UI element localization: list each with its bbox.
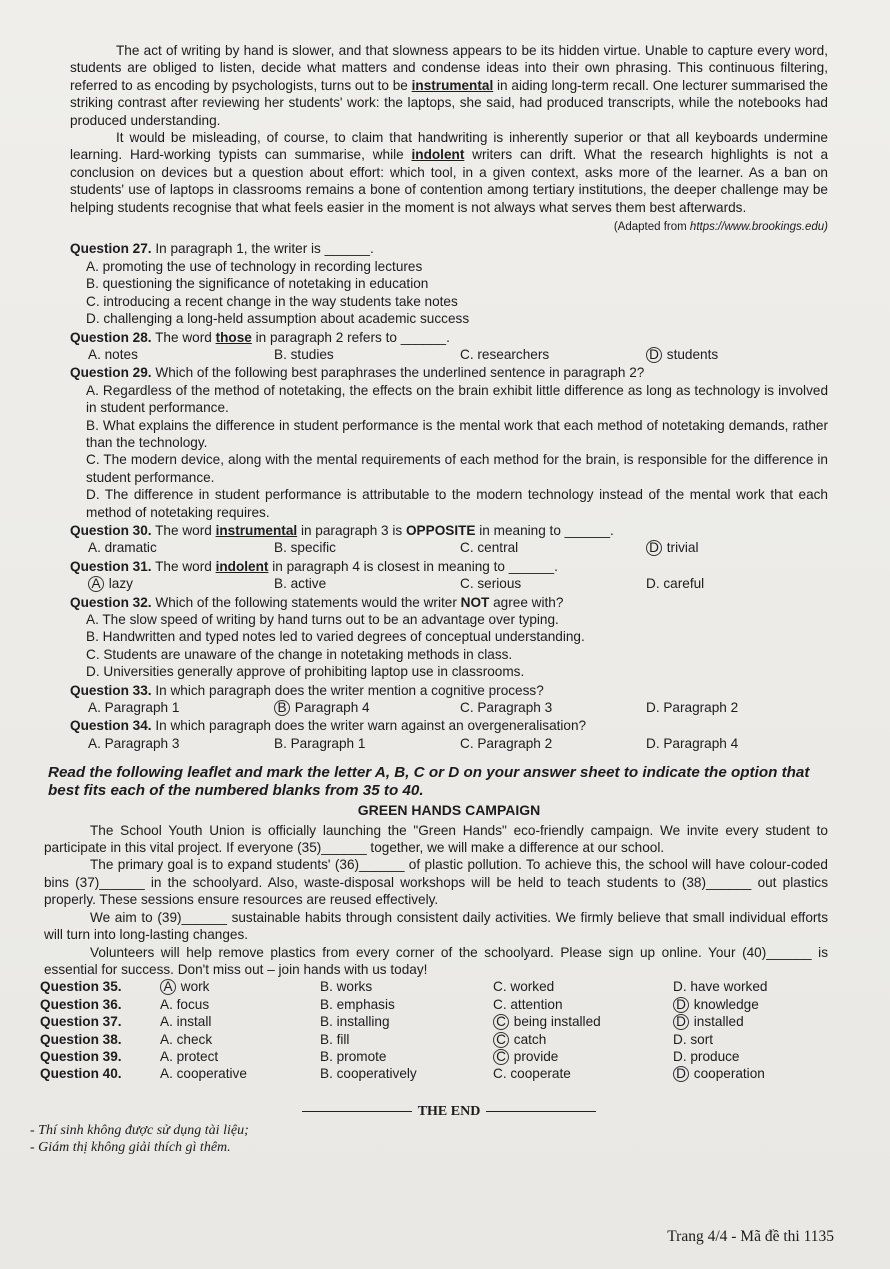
exam-notes <box>30 1122 828 1156</box>
underlined-word: instrumental <box>411 77 494 93</box>
question-stem: In which paragraph does the writer mention a cognitive process? <box>155 682 544 698</box>
question-stem: The word <box>155 558 212 574</box>
answer-row-39 <box>40 1048 828 1065</box>
option-c[interactable] <box>493 1031 673 1048</box>
emphasis-word: NOT <box>460 594 490 610</box>
option-c[interactable]: C. cooperate <box>493 1066 571 1082</box>
divider <box>486 1111 596 1112</box>
question-27 <box>70 240 828 327</box>
note-line: - Giám thị không giải thích gì thêm. <box>30 1140 231 1156</box>
option-a[interactable]: A. protect <box>160 1048 219 1064</box>
option-c[interactable]: C. Paragraph 2 <box>460 735 553 751</box>
option-b[interactable]: B. questioning the significance of notetaking in education <box>86 276 429 292</box>
question-label: Question 33. <box>70 682 152 698</box>
option-c[interactable]: C. researchers <box>460 346 550 362</box>
option-a[interactable]: A. install <box>160 1014 212 1030</box>
underlined-word: indolent <box>215 558 269 574</box>
question-stem: in paragraph 2 refers to ______. <box>255 329 450 345</box>
answer-circle: A <box>160 979 176 995</box>
the-end-text: THE END <box>417 1103 481 1119</box>
answer-grid <box>40 978 828 1082</box>
answer-circle: D <box>673 1066 689 1082</box>
option-text: being installed <box>513 1014 601 1030</box>
passage-text: The act of writing by hand is slower, and that slowness appears to be its hidden virtue. Unable to capture every word, students are obliged to listen, decide what matters and condense ideas into their own phrasing. This continuous filtering, referred to as encoding by psychologists, turns out to be <box>70 43 828 93</box>
leaflet-paragraph-3: We aim to (39)______ sustainable habits through consistent daily activities. We firmly believe that small individual efforts will turn into long-lasting changes. <box>44 909 828 943</box>
option-c[interactable]: C. attention <box>493 996 563 1012</box>
question-label: Question 39. <box>40 1048 122 1064</box>
option-d[interactable]: D. challenging a long-held assumption about academic success <box>86 311 470 327</box>
question-stem: Which of the following best paraphrases the underlined sentence in paragraph 2? <box>155 365 645 381</box>
question-31 <box>70 558 828 593</box>
question-label: Question 31. <box>70 558 152 574</box>
page-footer: Trang 4/4 - Mã đề thi 1135 <box>667 1227 834 1245</box>
option-c[interactable] <box>493 1013 673 1030</box>
option-b[interactable]: B. Handwritten and typed notes led to varied degrees of conceptual understanding. <box>86 629 585 645</box>
answer-row-35 <box>40 978 828 995</box>
option-b[interactable]: B. works <box>320 979 373 995</box>
the-end-marker <box>70 1103 828 1120</box>
option-a[interactable]: A. dramatic <box>88 540 157 556</box>
passage-text: It would be misleading, of course, to claim that handwriting is inherently superior or that all keyboards undermine learning. Hard-working typists can summarise, while <box>70 130 828 163</box>
underlined-word: indolent <box>411 147 465 163</box>
question-stem: agree with? <box>493 594 564 610</box>
leaflet-paragraph-2: The primary goal is to expand students' (36)______ of plastic pollution. To achieve this, the school will have colour-coded bins (37)______ in the schoolyard. Also, waste-disposal workshops will be held to teach students to (38)______ out plastics properly. These sessions ensure resources are reused effectively. <box>44 857 828 908</box>
passage-text: writers can drift. What the research highlights is not a conclusion on devices but a question about effort: which tool, in a given context, asks more of the learner. As a ban on students' use of laptops in classrooms remains a bone of contention among tertiary institutions, the deeper challenge may be helping students recognise that what feels easier in the moment is not always what serves them best afterwards. <box>70 147 829 215</box>
option-d[interactable]: D. produce <box>673 1048 740 1064</box>
question-28 <box>70 329 828 364</box>
question-label: Question 35. <box>40 979 122 995</box>
option-b[interactable]: B. emphasis <box>320 996 395 1012</box>
option-b[interactable]: B. promote <box>320 1048 387 1064</box>
question-label: Question 40. <box>40 1066 122 1082</box>
option-c[interactable]: C. serious <box>460 576 522 592</box>
option-a[interactable] <box>88 575 274 592</box>
question-label: Question 28. <box>70 329 152 345</box>
option-d[interactable]: D. sort <box>673 1031 714 1047</box>
option-c[interactable] <box>493 1048 673 1065</box>
question-stem: in meaning to ______. <box>479 522 614 538</box>
emphasis-word: OPPOSITE <box>405 522 476 538</box>
option-b[interactable]: B. active <box>274 576 327 592</box>
option-text: trivial <box>666 540 699 556</box>
underlined-word: instrumental <box>215 522 298 538</box>
option-d[interactable]: D. Paragraph 2 <box>646 700 739 716</box>
option-d[interactable] <box>673 1065 828 1082</box>
section-instruction: Read the following leaflet and mark the letter A, B, C or D on your answer sheet to indicate the option that best fits each of the numbered blanks from 35 to 40. <box>48 764 810 800</box>
option-text: knowledge <box>693 996 759 1012</box>
question-label: Question 38. <box>40 1031 122 1047</box>
option-d[interactable] <box>646 346 828 363</box>
option-b[interactable]: B. Paragraph 1 <box>274 735 366 751</box>
option-d[interactable] <box>646 539 828 556</box>
option-a[interactable]: A. Paragraph 1 <box>88 700 180 716</box>
option-b[interactable]: B. What explains the difference in student performance is the mental work that each method of notetaking demands, rather than the technology. <box>86 417 828 450</box>
option-a[interactable]: A. promoting the use of technology in recording lectures <box>86 258 423 274</box>
option-text: work <box>180 979 210 995</box>
option-a[interactable] <box>160 978 320 995</box>
option-a[interactable]: A. cooperative <box>160 1066 247 1082</box>
option-text: provide <box>513 1048 559 1064</box>
question-label: Question 32. <box>70 594 152 610</box>
answer-circle: A <box>88 576 104 592</box>
option-c[interactable]: C. Paragraph 3 <box>460 700 553 716</box>
question-stem: In paragraph 1, the writer is ______. <box>155 241 374 257</box>
question-stem: Which of the following statements would the writer <box>155 594 457 610</box>
divider <box>302 1111 412 1112</box>
source-prefix: (Adapted from <box>613 221 687 234</box>
question-33 <box>70 682 828 717</box>
option-c[interactable]: C. Students are unaware of the change in notetaking methods in class. <box>86 646 513 662</box>
option-text: cooperation <box>693 1066 765 1082</box>
option-d[interactable]: D. Paragraph 4 <box>646 735 739 751</box>
passage-text: in aiding long-term recall. One lecturer summarised the striking contrast after reviewing her students' work: the laptops, she said, had produced transcripts, while the notebooks had produced understanding. <box>70 77 828 128</box>
option-c[interactable]: C. worked <box>493 979 555 995</box>
option-text: students <box>666 346 719 362</box>
question-stem: in paragraph 3 is <box>300 522 403 538</box>
leaflet-paragraph-1: The School Youth Union is officially launching the "Green Hands" eco-friendly campaign. We invite every student to participate in this vital project. If everyone (35)______ together, we will make a difference at our school. <box>44 822 828 856</box>
leaflet-title: GREEN HANDS CAMPAIGN <box>357 802 541 819</box>
question-label: Question 27. <box>70 241 152 257</box>
question-label: Question 30. <box>70 522 152 538</box>
option-d[interactable] <box>673 1013 828 1030</box>
passage-paragraph-1 <box>70 42 828 129</box>
answer-circle: C <box>493 1014 509 1030</box>
option-a[interactable]: A. Paragraph 3 <box>88 735 180 751</box>
option-b[interactable]: B. studies <box>274 346 334 362</box>
answer-circle: D <box>673 1014 689 1030</box>
answer-row-37 <box>40 1013 828 1030</box>
note-line: - Thí sinh không được sử dụng tài liệu; <box>30 1123 249 1139</box>
answer-circle: D <box>673 997 689 1013</box>
option-text: catch <box>513 1031 547 1047</box>
question-label: Question 34. <box>70 718 152 734</box>
answer-row-40 <box>40 1065 828 1082</box>
option-text: lazy <box>108 576 133 592</box>
option-d[interactable] <box>673 996 828 1013</box>
leaflet-paragraph-4: Volunteers will help remove plastics from every corner of the schoolyard. Please sign up online. Your (40)______ is essential for success. Don't miss out – join hands with us today! <box>44 944 828 977</box>
underlined-word: those <box>215 329 252 345</box>
option-c[interactable]: C. central <box>460 540 519 556</box>
leaflet-body <box>44 822 828 979</box>
source-url: https://www.brookings.edu) <box>689 221 828 234</box>
option-c[interactable]: C. The modern device, along with the mental requirements of each method for the brain, is responsible for the difference in student performance. <box>86 452 828 485</box>
option-b[interactable]: B. fill <box>320 1031 350 1047</box>
answer-circle: C <box>493 1032 509 1048</box>
answer-row-38 <box>40 1031 828 1048</box>
passage-paragraph-2 <box>70 129 828 216</box>
option-d[interactable]: D. have worked <box>673 979 768 995</box>
option-d[interactable]: D. The difference in student performance is attributable to the modern technology instead of the mental work that each method of notetaking requires. <box>86 487 828 520</box>
option-d[interactable]: D. careful <box>646 576 705 592</box>
source-citation <box>70 219 828 236</box>
answer-circle: D <box>646 540 662 556</box>
option-a[interactable]: A. notes <box>88 346 138 362</box>
answer-circle: D <box>646 347 662 363</box>
question-label: Question 29. <box>70 365 152 381</box>
answer-row-36 <box>40 996 828 1013</box>
option-a[interactable]: A. Regardless of the method of notetaking, the effects on the brain exhibit little difference as long as technology is involved in student performance. <box>86 382 828 416</box>
option-a[interactable]: A. The slow speed of writing by hand turns out to be an advantage over typing. <box>86 612 559 627</box>
question-stem: The word <box>155 329 212 345</box>
question-stem: in paragraph 4 is closest in meaning to ______. <box>272 558 558 574</box>
answer-circle: C <box>493 1049 509 1065</box>
option-b[interactable]: B. installing <box>320 1014 390 1030</box>
question-32 <box>70 594 828 681</box>
question-stem: In which paragraph does the writer warn against an overgeneralisation? <box>155 718 587 734</box>
question-label: Question 37. <box>40 1014 122 1030</box>
option-c[interactable]: C. introducing a recent change in the way students take notes <box>86 293 458 309</box>
option-d[interactable]: D. Universities generally approve of prohibiting laptop use in classrooms. <box>86 664 525 680</box>
question-34 <box>70 717 828 752</box>
question-30 <box>70 522 828 557</box>
question-29 <box>70 364 828 521</box>
option-text: installed <box>693 1014 744 1030</box>
option-text: Paragraph 4 <box>294 700 370 716</box>
option-a[interactable]: A. focus <box>160 996 210 1012</box>
question-label: Question 36. <box>40 996 122 1012</box>
option-a[interactable]: A. check <box>160 1031 213 1047</box>
answer-circle: B <box>274 700 290 716</box>
option-b[interactable]: B. cooperatively <box>320 1066 417 1082</box>
option-b[interactable] <box>274 699 460 716</box>
option-b[interactable]: B. specific <box>274 540 336 556</box>
question-stem: The word <box>155 522 212 538</box>
